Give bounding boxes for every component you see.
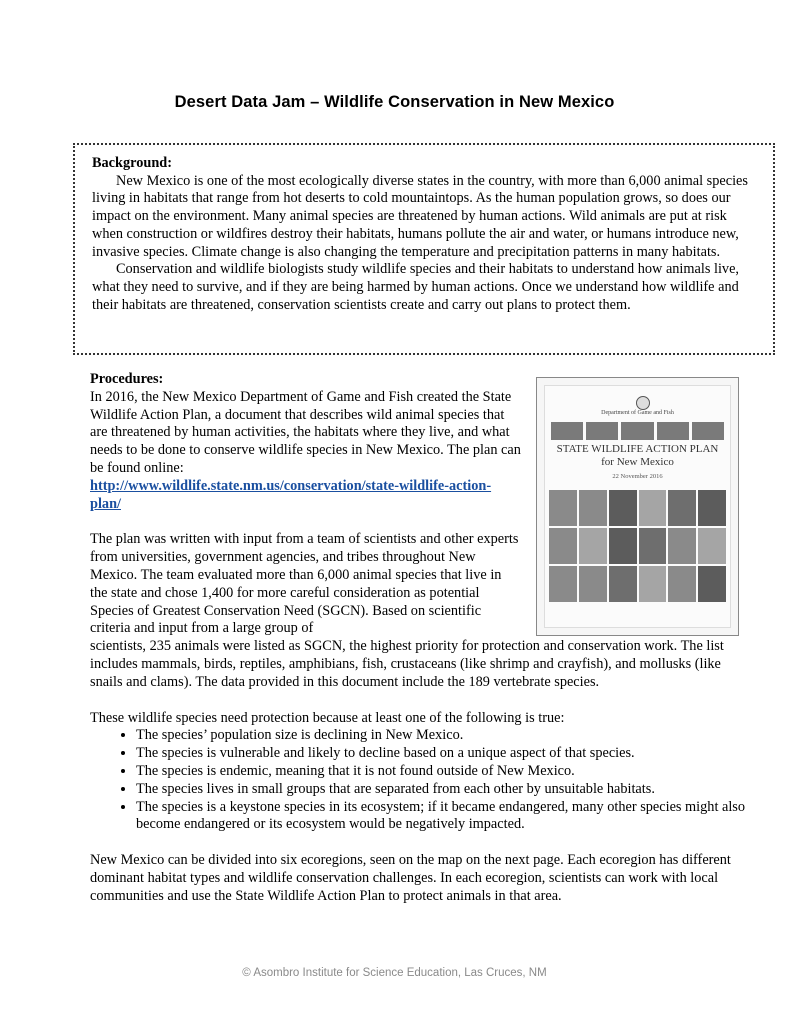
background-paragraph-2: Conservation and wildlife biologists study wildlife species and their habitats to understand how animals live, what they need to survive, and if they are being harmed by human actions. Once we understand how wildlife and their habitats are threatened, conservation scientists create and carry out plans to protect them. xyxy=(92,261,739,313)
procedures-paragraph-2a: The plan was written with input from a team of scientists and other experts from universities, government agencies, and tribes throughout New Mexico. The team evaluated more than 6,000 animal species that live in the state and chose 1,400 for more careful consideration as potential Species of Greatest Conservation Need (SGCN). Based on scientific criteria and input from a large group of xyxy=(90,531,519,637)
cover-title: STATE WILDLIFE ACTION PLAN for New Mexico xyxy=(556,443,719,468)
procedures-heading: Procedures: xyxy=(90,371,164,387)
page-title: Desert Data Jam – Wildlife Conservation in New Mexico xyxy=(174,93,615,111)
plan-link[interactable]: http://www.wildlife.state.nm.us/conservation/state-wildlife-action-plan/ xyxy=(90,477,492,512)
closing-paragraph: New Mexico can be divided into six ecoregions, seen on the map on the next page. Each ecoregion has different dominant habitat types and wildlife conservation challenges. In each ecoregion, scientists can work with local communities and use the State Wildlife Action Plan to protect animals in that area. xyxy=(90,852,731,904)
list-item: • The species is vulnerable and likely to decline based on a unique aspect of that species. xyxy=(136,745,748,763)
list-item: • The species is a keystone species in its ecosystem; if it became endangered, many other species might also become endangered or its ecosystem would be negatively impacted. xyxy=(136,799,748,835)
list-item: • The species lives in small groups that are separated from each other by unsuitable habitats. xyxy=(136,781,748,799)
procedures-section xyxy=(90,371,748,906)
list-item: • The species is endemic, meaning that it is not found outside of New Mexico. xyxy=(136,763,748,781)
procedures-paragraph-1: In 2016, the New Mexico Department of Game and Fish created the State Wildlife Action Plan, a document that describes wild animal species that are threatened by human activities, the habitats where they live, and what needs to be done to conserve wildlife species in New Mexico. The plan can be found online: xyxy=(90,388,521,476)
procedures-paragraph-2b: scientists, 235 animals were listed as SGCN, the highest priority for protection and conservation work. The list includes mammals, birds, reptiles, amphibians, fish, crustaceans (like shrimp and crayfish), and mollusks (like snails and clams). The data provided in this document include the 189 vertebrate species. xyxy=(90,638,724,690)
footer-copyright: © Asombro Institute for Science Education, Las Cruces, NM xyxy=(242,967,547,979)
list-item: • The species’ population size is declining in New Mexico. xyxy=(136,727,748,745)
cover-agency: Department of Game and Fish xyxy=(601,410,674,416)
background-box xyxy=(73,143,775,355)
background-heading: Background: xyxy=(92,155,172,171)
background-paragraph-1: New Mexico is one of the most ecologically diverse states in the country, with more than 6,000 animal species living in habitats that range from hot deserts to cold mountaintops. As the human population grows, so does our impact on the environment. Many animal species are threatened by human actions. Wild animals are put at risk when construction or wildfires destroy their habitats, humans pollute the air and water, or humans introduce new, invasive species. Climate change is also changing the temperature and precipitation patterns in many habitats. xyxy=(92,172,748,260)
criteria-list xyxy=(90,727,748,834)
list-intro: These wildlife species need protection because at least one of the following is true: xyxy=(90,709,565,726)
cover-date: 22 November 2016 xyxy=(612,473,663,480)
